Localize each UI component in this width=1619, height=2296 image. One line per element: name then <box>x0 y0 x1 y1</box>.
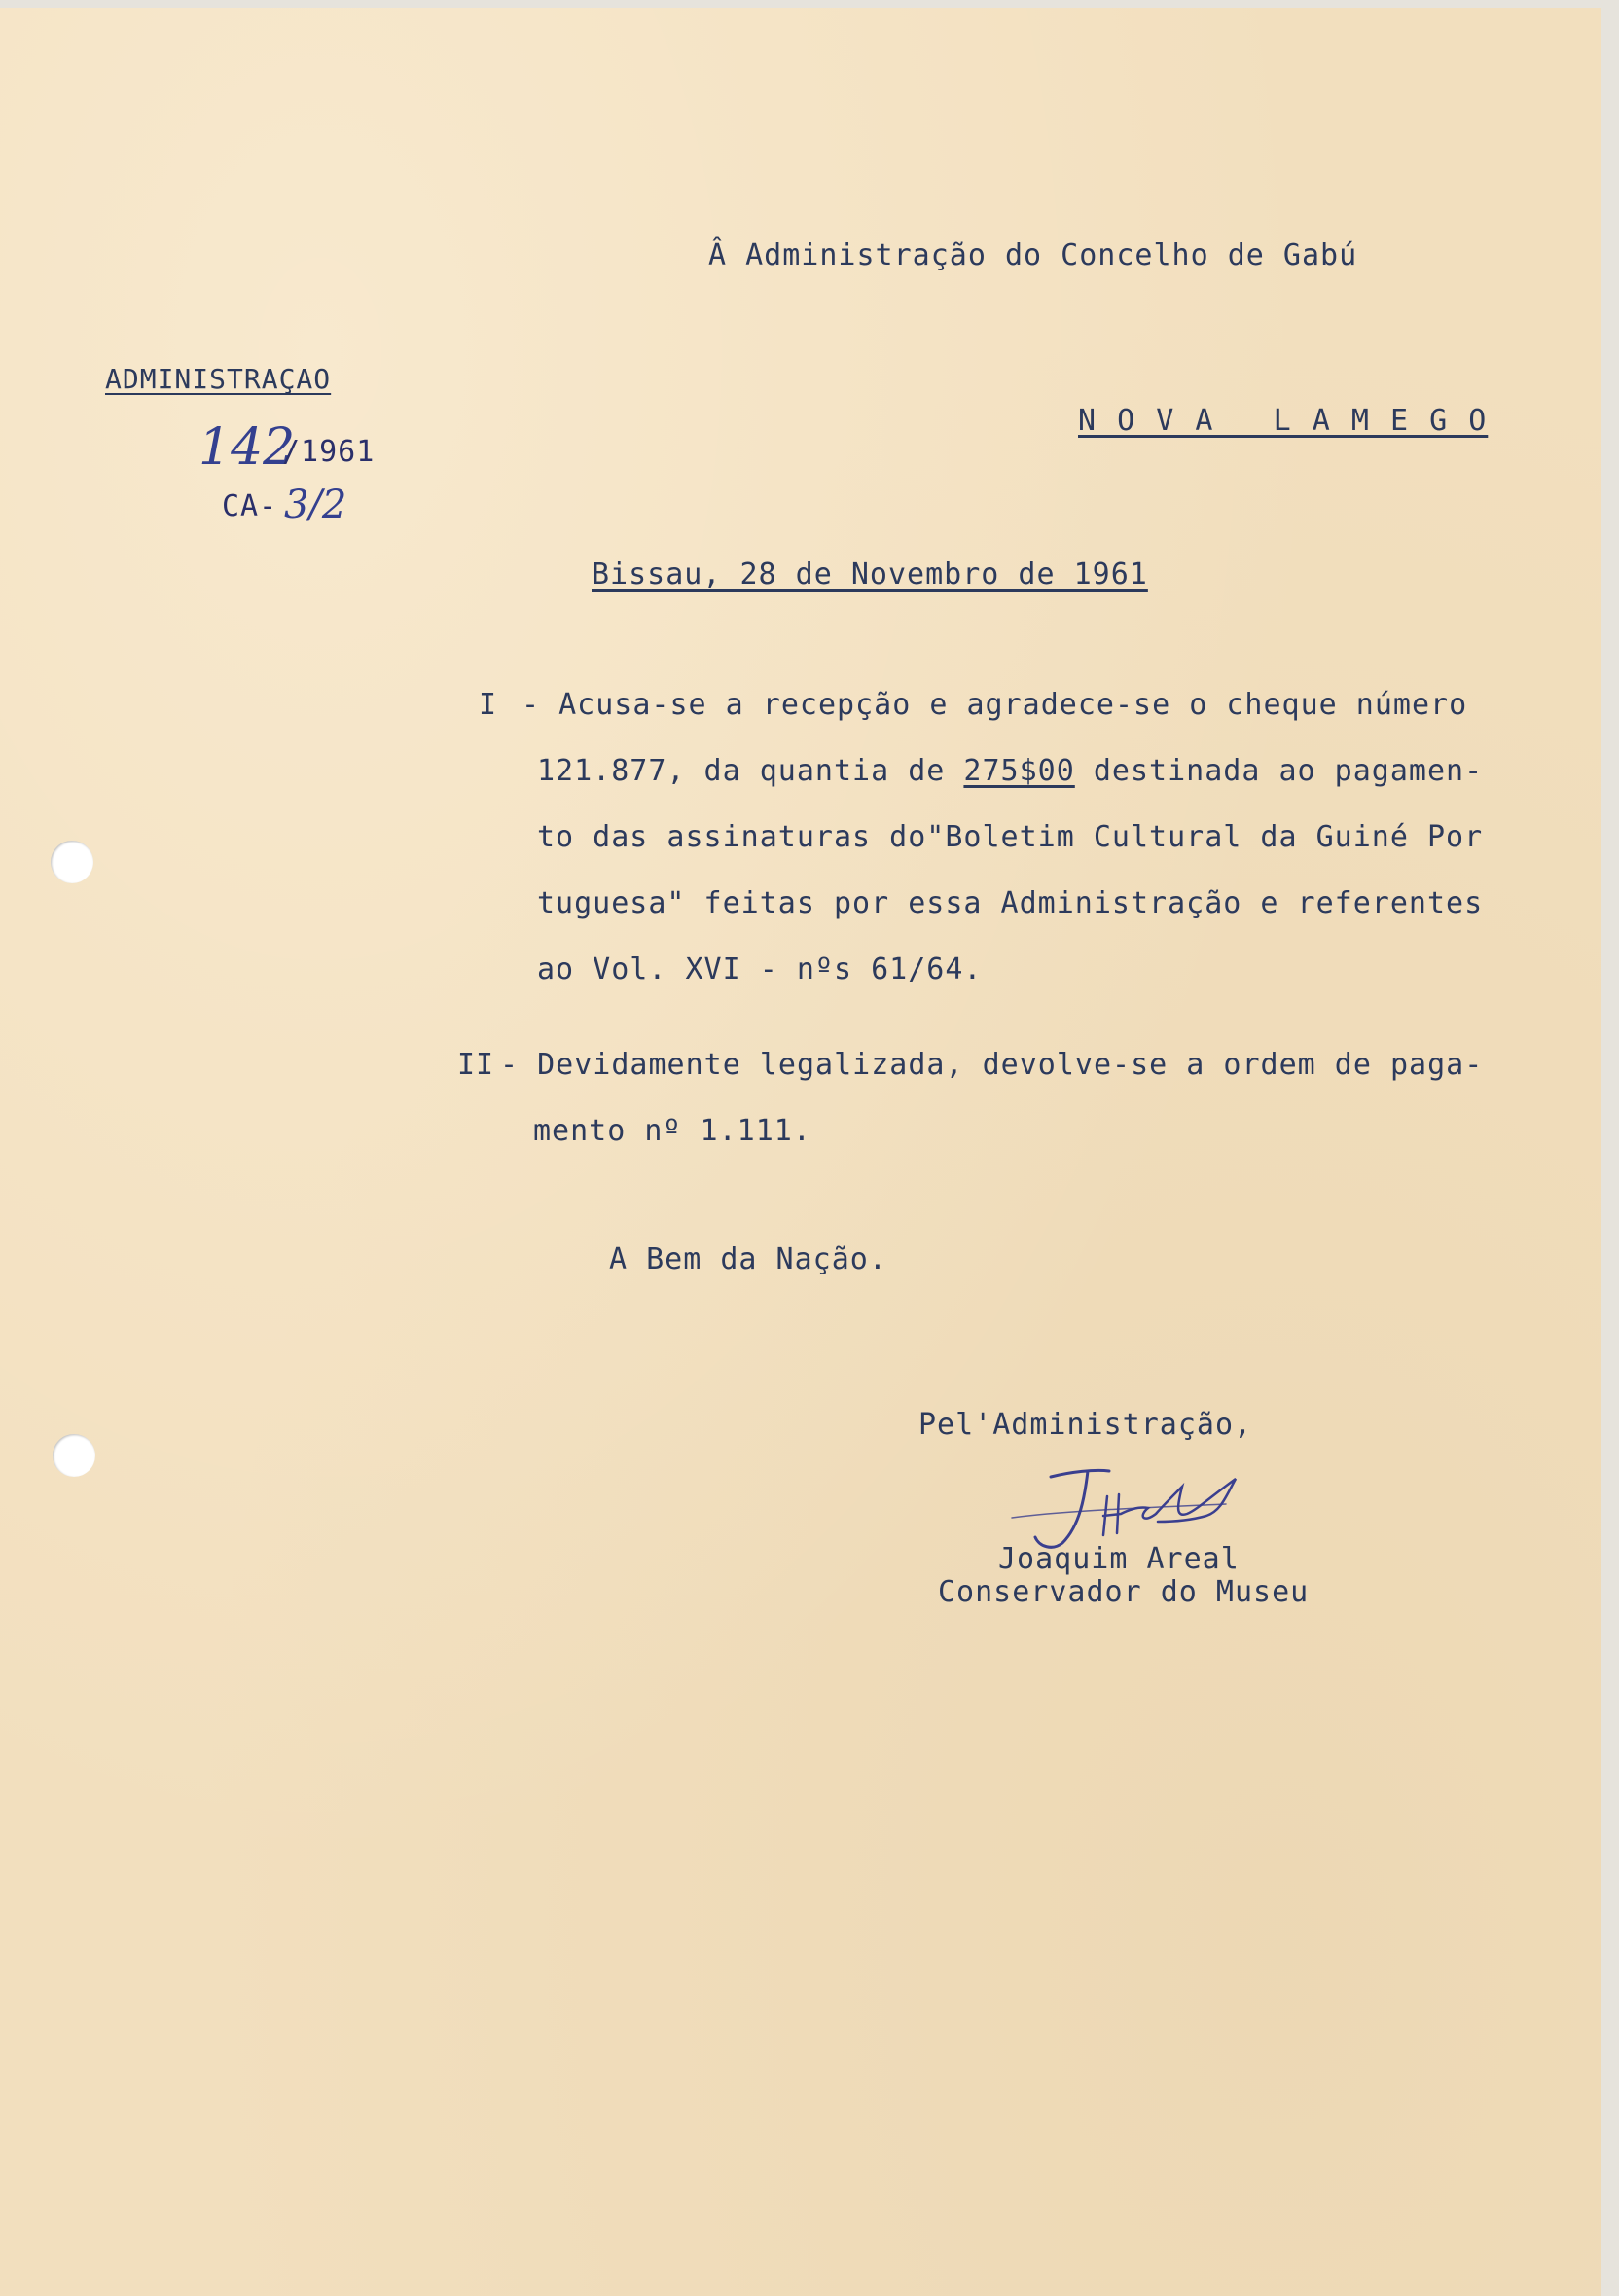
scan-edge-top <box>0 0 1619 8</box>
item-1-line-2-start: 121.877, da quantia de <box>537 754 964 788</box>
item-1-line-3: to das assinaturas do"Boletim Cultural da Guiné Por <box>537 820 1484 854</box>
reference-code-value: 3/2 <box>284 483 347 527</box>
reference-code-prefix: CA- <box>222 489 278 523</box>
closing: A Bem da Nação. <box>609 1242 887 1276</box>
signature-title: Conservador do Museu <box>938 1575 1310 1609</box>
item-2-numeral: II <box>457 1048 495 1082</box>
item-1-line-2-end: destinada ao pagamen- <box>1074 754 1484 788</box>
item-1-numeral: I <box>479 688 498 722</box>
item-1-line-5: ao Vol. XVI - nºs 61/64. <box>537 952 983 987</box>
item-1-line-4: tuguesa" feitas por essa Administração e referentes <box>537 886 1484 920</box>
item-1-amount: 275$00 <box>963 754 1075 788</box>
scan-edge-right <box>1601 8 1619 2296</box>
reference-header: ADMINISTRAÇAO <box>105 363 332 395</box>
recipient-place: N O V A L A M E G O <box>1078 404 1489 438</box>
item-2-line-1: - Devidamente legalizada, devolve-se a ordem de paga- <box>500 1048 1484 1082</box>
signature-on-behalf: Pel'Administração, <box>918 1408 1253 1442</box>
item-1-line-2 <box>537 754 1484 788</box>
item-1-line-1: - Acusa-se a recepção e agradece-se o cheque número <box>522 688 1468 722</box>
item-2-line-2: mento nº 1.111. <box>533 1114 811 1148</box>
letter-page <box>0 8 1601 2296</box>
date-line: Bissau, 28 de Novembro de 1961 <box>592 557 1148 592</box>
reference-number: 142 <box>198 418 296 477</box>
punch-hole-top <box>51 841 93 883</box>
punch-hole-bottom <box>53 1434 95 1477</box>
signature-name: Joaquim Areal <box>998 1542 1240 1576</box>
reference-year: /1961 <box>282 435 376 469</box>
recipient-line: Â Administração do Concelho de Gabú <box>708 238 1358 272</box>
